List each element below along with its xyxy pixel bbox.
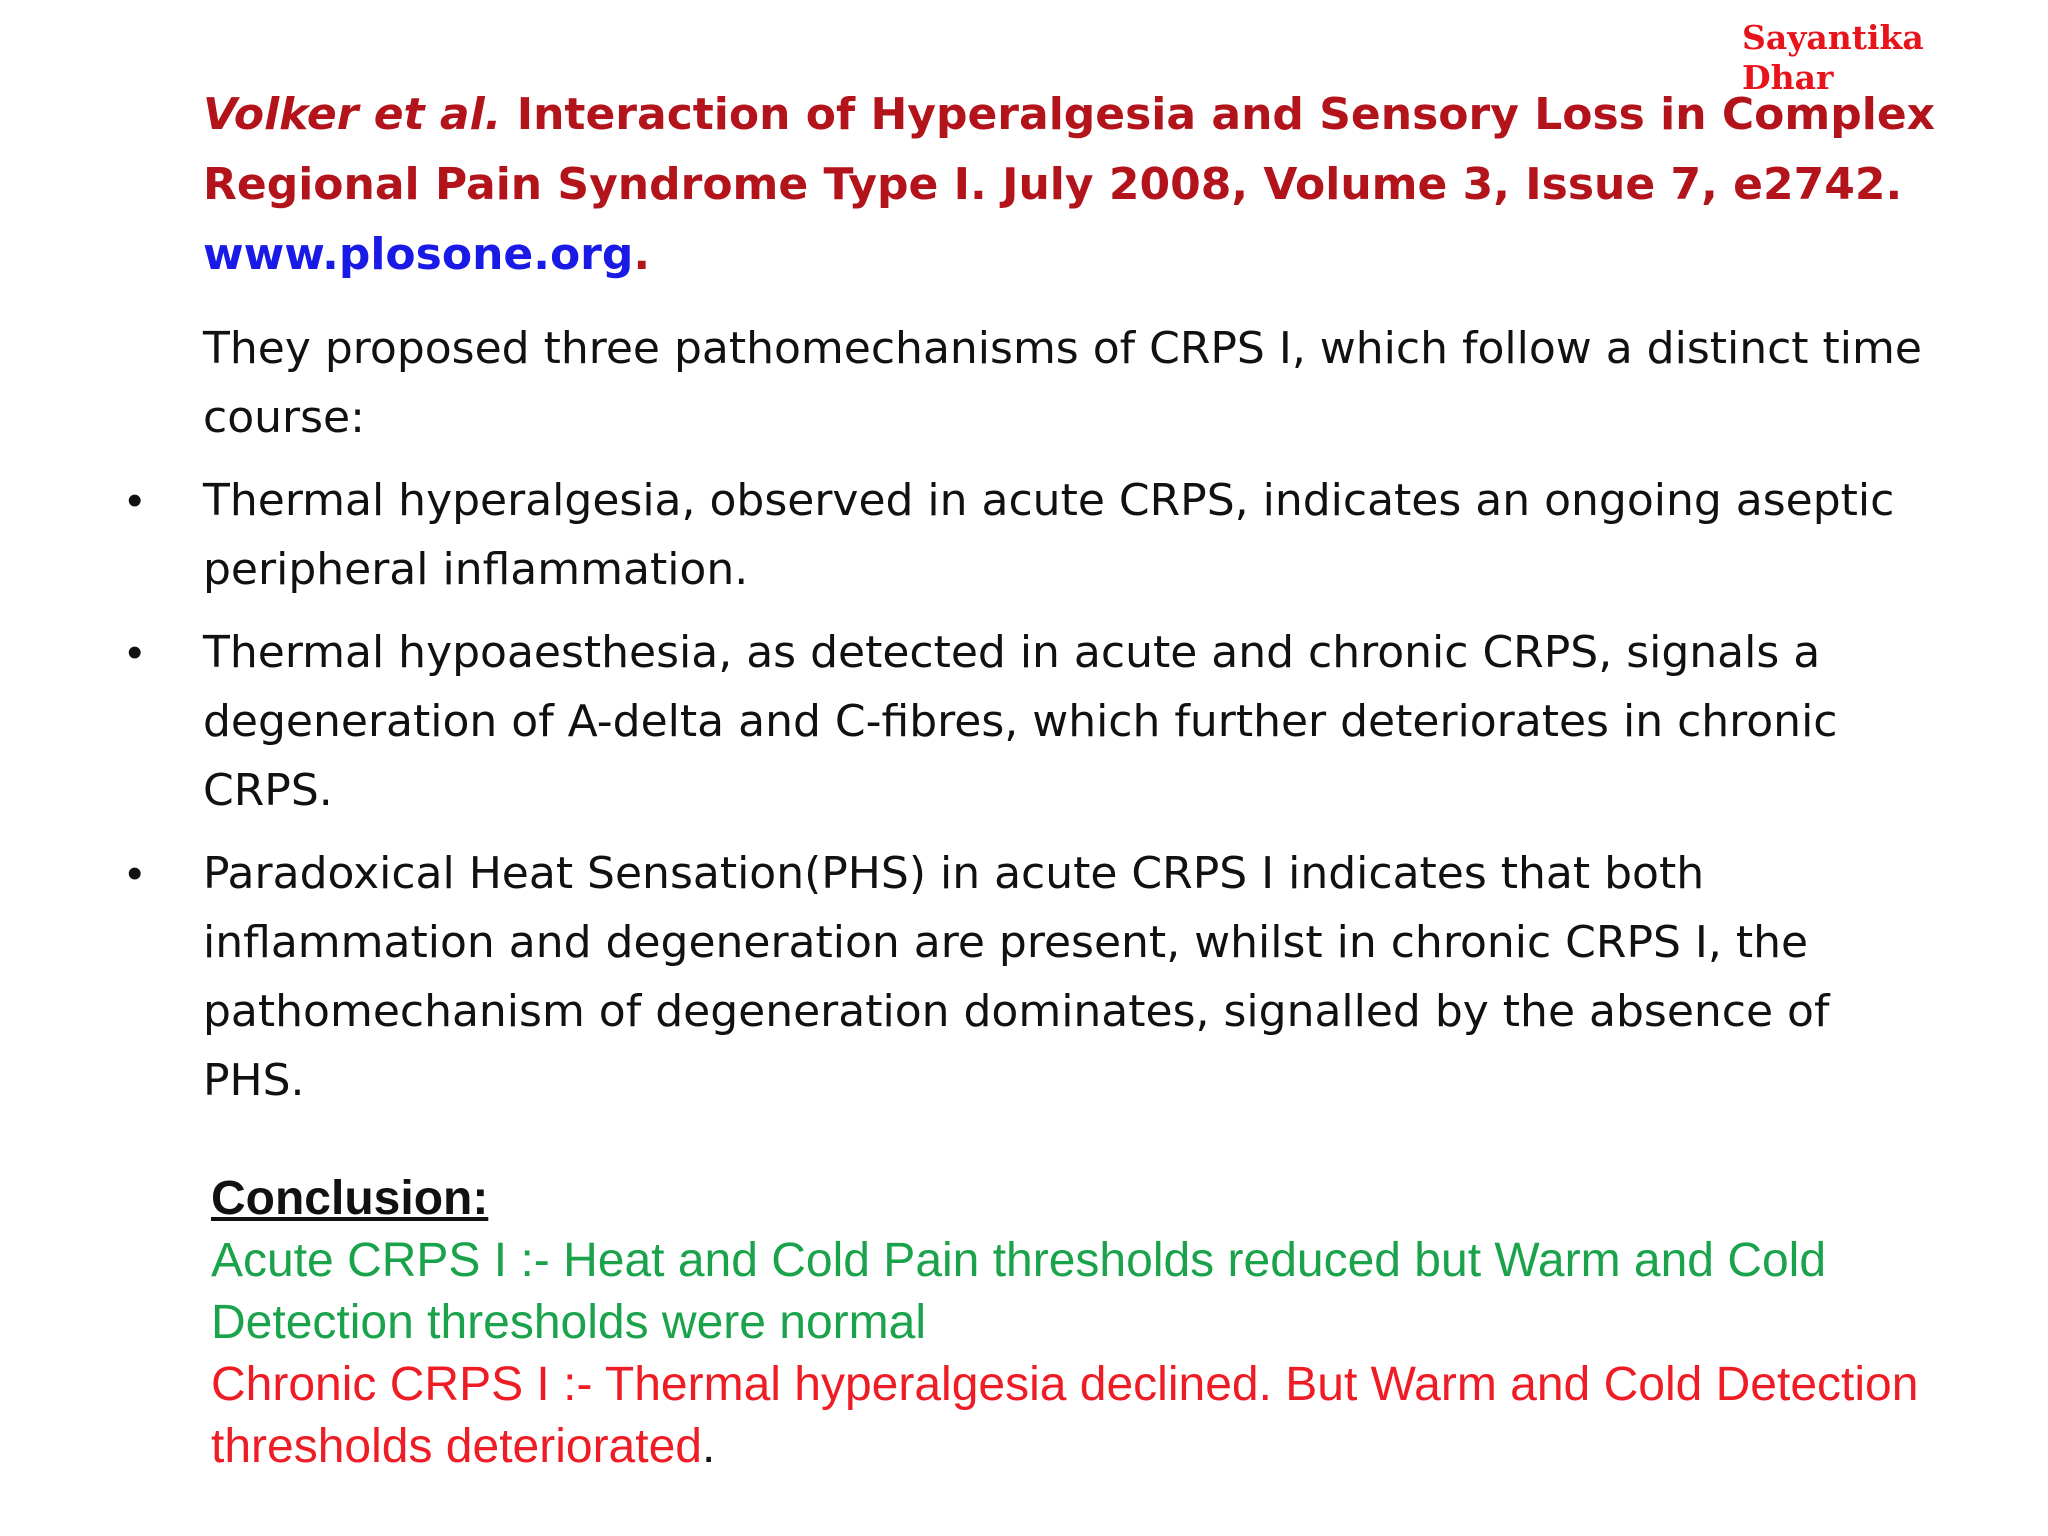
conclusion-chronic-line (211, 1354, 1971, 1478)
conclusion-acute: Acute CRPS I :- Heat and Cold Pain thresholds reduced but Warm and Cold Detection thresholds were normal (211, 1234, 1827, 1349)
bullet-icon: • (127, 476, 143, 525)
conclusion-period: . (701, 1420, 716, 1473)
conclusion-block (211, 1168, 1971, 1478)
bullet-text: Paradoxical Heat Sensation(PHS) in acute CRPS I indicates that both inflammation and degeneration are present, whilst in chronic CRPS I, the pathomechanism of degeneration dominates, signalled by the absence of PHS. (203, 848, 1830, 1106)
conclusion-chronic: Chronic CRPS I :- Thermal hyperalgesia declined. But Warm and Cold Detection thresholds deteriorated (211, 1358, 1919, 1473)
conclusion-heading: Conclusion: (211, 1172, 489, 1225)
bullet-icon: • (127, 628, 143, 677)
citation-title: Interaction of Hyperalgesia and Sensory Loss in Complex Regional Pain Syndrome Type I. July 2008, Volume 3, Issue 7, e2742. (203, 89, 1936, 210)
bullet-icon: • (127, 849, 143, 898)
bullet-item (127, 466, 1943, 604)
citation (203, 80, 1963, 290)
watermark-line-1: Sayantika (1742, 18, 1924, 57)
bullet-text: Thermal hyperalgesia, observed in acute CRPS, indicates an ongoing aseptic peripheral inflammation. (203, 475, 1895, 595)
bullet-list (127, 466, 1943, 1115)
watermark-line-2: Dhar (1742, 58, 1834, 97)
bullet-item (127, 618, 1943, 825)
citation-authors: Volker et al. (203, 89, 502, 140)
intro-paragraph: They proposed three pathomechanisms of CRPS I, which follow a distinct time course: (203, 323, 1922, 443)
bullet-item (127, 839, 1943, 1115)
citation-link[interactable]: www.plosone.org (203, 229, 634, 280)
bullet-text: Thermal hypoaesthesia, as detected in acute and chronic CRPS, signals a degeneration of A-delta and C-fibres, which further deteriorates in chronic CRPS. (203, 627, 1838, 816)
citation-link-suffix: . (633, 229, 651, 280)
main-text (127, 314, 1943, 1129)
